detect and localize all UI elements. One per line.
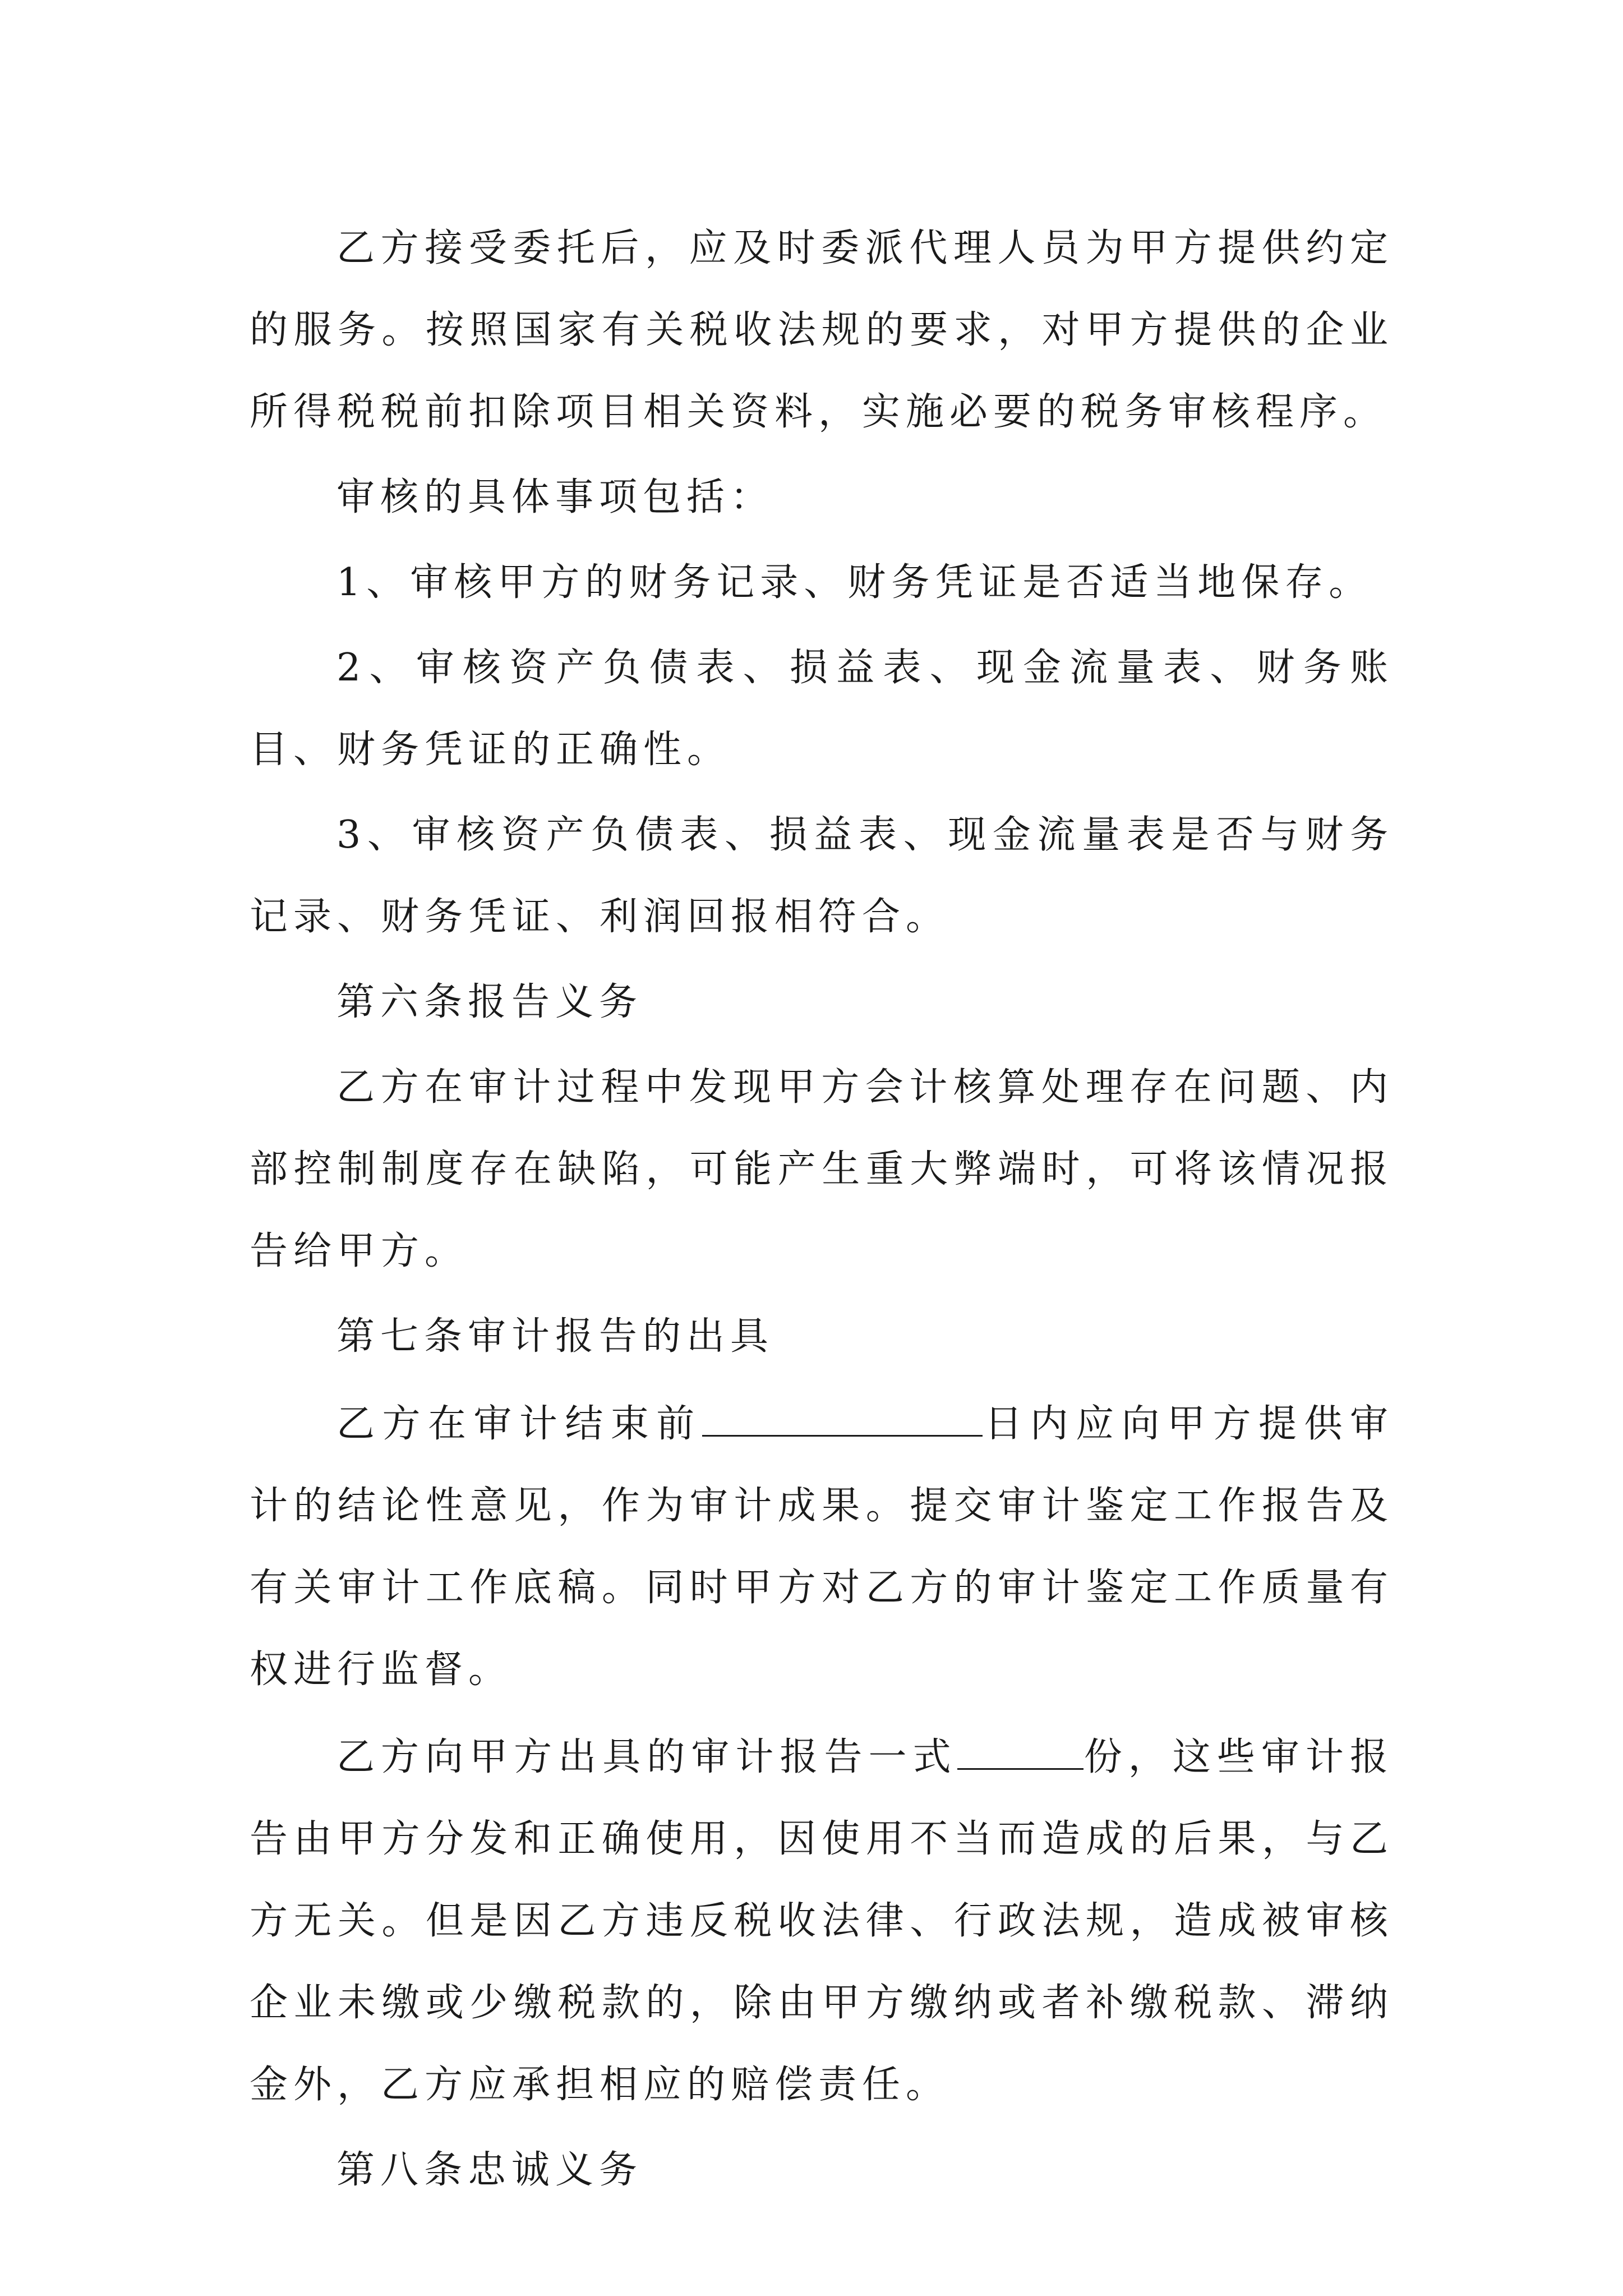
- paragraph-review-item-3: 3、审核资产负债表、损益表、现金流量表是否与财务记录、财务凭证、利润回报相符合。: [250, 813, 1394, 939]
- paragraph-report-copies: [250, 1714, 1394, 2126]
- deadline-text-before: 乙方在审计结束前: [336, 1402, 702, 1446]
- copies-text-before: 乙方向甲方出具的审计报告一式: [336, 1735, 957, 1779]
- copies-text-after: 份，这些审计报告由甲方分发和正确使用，因使用不当而造成的后果，与乙方无关。但是因乙方违反税收法律、行政法规，造成被审核企业未缴或少缴税款的，除由甲方缴纳或者补缴税款、滞纳金外，乙方应承担相应的赔偿责任。: [250, 1735, 1394, 2107]
- deadline-text-after: 日内应向甲方提供审计的结论性意见，作为审计成果。提交审计鉴定工作报告及有关审计工作底稿。同时甲方对乙方的审计鉴定工作质量有权进行监督。: [250, 1402, 1394, 1692]
- article-6-heading: 第六条报告义务: [336, 980, 643, 1024]
- copies-blank-field[interactable]: [957, 1714, 1083, 1770]
- document-body: [250, 208, 1394, 2215]
- paragraph-review-items-intro: 审核的具体事项包括：: [336, 475, 774, 519]
- paragraph-review-item-1: 1、审核甲方的财务记录、财务凭证是否适当地保存。: [336, 560, 1373, 605]
- paragraph-service-commitment: 乙方接受委托后，应及时委派代理人员为甲方提供约定的服务。按照国家有关税收法规的要求，对甲方提供的企业所得税税前扣除项目相关资料，实施必要的税务审核程序。: [250, 226, 1394, 434]
- days-blank-field[interactable]: [702, 1381, 983, 1437]
- paragraph-audit-report-deadline: [250, 1381, 1394, 1711]
- paragraph-review-item-2: 2、审核资产负债表、损益表、现金流量表、财务账目、财务凭证的正确性。: [250, 646, 1394, 772]
- article-7-heading: 第七条审计报告的出具: [336, 1314, 774, 1359]
- paragraph-reporting-obligation: 乙方在审计过程中发现甲方会计核算处理存在问题、内部控制制度存在缺陷，可能产生重大弊端时，可将该情况报告给甲方。: [250, 1065, 1394, 1273]
- article-8-heading: 第八条忠诚义务: [336, 2148, 643, 2192]
